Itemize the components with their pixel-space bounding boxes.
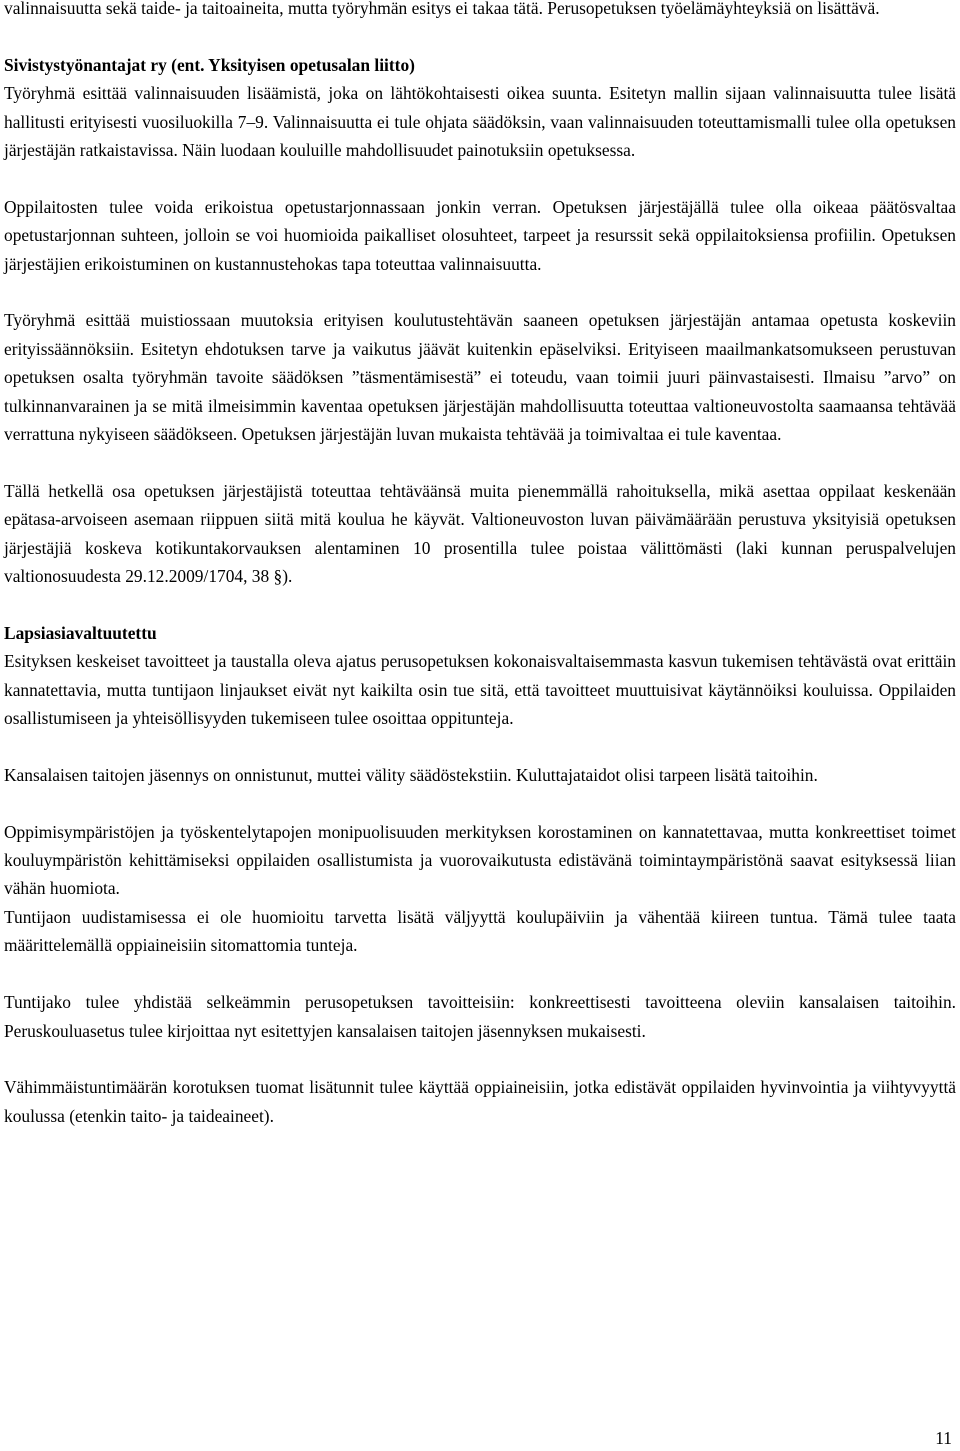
paragraph-gap xyxy=(4,1045,956,1073)
page-number: 11 xyxy=(935,1428,952,1448)
paragraph-gap xyxy=(4,448,956,476)
paragraph-6: Esityksen keskeiset tavoitteet ja taustalla oleva ajatus perusopetuksen kokonaisvaltaisemmasta kasvun tukemisen tehtävästä ovat erittäin kannatettavia, mutta tuntijaon linjaukset eivät nyt kaikilta osin tue sitä, että tavoitteet muuttuisivat käytännöiksi kouluissa. Oppilaiden osallistumiseen ja yhteisöllisyyden tukemiseen tulee osoittaa oppitunteja. xyxy=(4,651,956,729)
paragraph-gap xyxy=(4,960,956,988)
paragraph-gap xyxy=(4,789,956,817)
paragraph-8: Oppimisympäristöjen ja työskentelytapojen monipuolisuuden merkityksen korostaminen on kannatettavaa, mutta konkreettiset toimet kouluympäristön kehittämiseksi oppilaiden osallistumista ja vuorovaikutusta edistävänä toimintaympäristönä saavat esityksessä liian vähän huomiota. xyxy=(4,821,956,899)
paragraph-7: Kansalaisen taitojen jäsennys on onnistunut, muttei välity säädöstekstiin. Kuluttajataidot olisi tarpeen lisätä taitoihin. xyxy=(4,764,818,785)
paragraph-2: Työryhmä esittää valinnaisuuden lisäämistä, joka on lähtökohtaisesti oikea suunta. Esitetyn mallin sijaan valinnaisuutta tulee lisätä hallitusti erityisesti vuosiluokilla 7–9. Valinnaisuutta ei tule ohjata säädöksin, vaan valinnaisuuden toteuttamismalli tulee olla opetuksen järjestäjän ratkaistavissa. Näin luodaan kouluille mahdollisuudet painotuksiin opetuksessa. xyxy=(4,83,956,161)
paragraph-gap xyxy=(4,22,956,50)
document-page xyxy=(4,0,956,1130)
paragraph-9: Tuntijaon uudistamisessa ei ole huomioitu tarvetta lisätä väljyyttä koulupäiviin ja vähentää kiireen tuntua. Tämä tulee taata määrittelemällä oppiaineisiin sitomattomia tunteja. xyxy=(4,906,956,956)
paragraph-3: Oppilaitosten tulee voida erikoistua opetustarjonnassaan jonkin verran. Opetuksen järjestäjällä tulee olla oikeaa päätösvaltaa opetustarjonnan suhteen, jolloin se voi huomioida paikalliset olosuhteet, tarpeet ja resurssit sekä oppilaitoksiensa profiilin. Opetuksen järjestäjien erikoistuminen on kustannustehokas tapa toteuttaa valinnaisuutta. xyxy=(4,196,956,274)
paragraph-gap xyxy=(4,732,956,760)
paragraph-1: valinnaisuutta sekä taide- ja taitoaineita, mutta työryhmän esitys ei takaa tätä. Perusopetuksen työelämäyhteyksiä on lisättävä. xyxy=(4,0,880,18)
section-heading-sivistystyonantajat: Sivistystyönantajat ry (ent. Yksityisen opetusalan liitto) xyxy=(4,54,415,75)
paragraph-gap xyxy=(4,278,956,306)
section-heading-lapsiasiavaltuutettu: Lapsiasiavaltuutettu xyxy=(4,622,157,643)
paragraph-4: Työryhmä esittää muistiossaan muutoksia erityisen koulutustehtävän saaneen opetuksen järjestäjän antamaa opetusta koskeviin erityissäännöksiin. Esitetyn ehdotuksen tarve ja vaikutus jäävät kuitenkin epäselviksi. Erityiseen maailmankatsomukseen perustuvan opetuksen osalta työryhmän tavoite säädöksen ”täsmentämisestä” ei toteudu, vaan toimii juuri päinvastaisesti. Ilmaisu ”arvo” on tulkinnanvarainen ja se mitä ilmeisimmin kaventaa opetuksen järjestäjän mahdollisuutta toteuttaa valtioneuvostolta saamaansa tehtävää verrattuna nykyiseen säädökseen. Opetuksen järjestäjän luvan mukaista tehtävää ja toimivaltaa ei tule kaventaa. xyxy=(4,310,956,445)
paragraph-gap xyxy=(4,590,956,618)
paragraph-5: Tällä hetkellä osa opetuksen järjestäjistä toteuttaa tehtäväänsä muita pienemmällä rahoituksella, mikä asettaa oppilaat keskenään epätasa-arvoiseen asemaan riippuen siitä mitä koulua he käyvät. Valtioneuvoston luvan päivämäärään perustuva yksityisiä opetuksen järjestäjiä koskeva kotikuntakorvauksen alentaminen 10 prosentilla tulee poistaa välittömästi (laki kunnan peruspalvelujen valtionosuudesta 29.12.2009/1704, 38 §). xyxy=(4,480,956,587)
paragraph-gap xyxy=(4,164,956,192)
paragraph-11: Vähimmäistuntimäärän korotuksen tuomat lisätunnit tulee käyttää oppiaineisiin, jotka edistävät oppilaiden hyvinvointia ja viihtyvyyttä koulussa (etenkin taito- ja taideaineet). xyxy=(4,1077,956,1126)
paragraph-10: Tuntijako tulee yhdistää selkeämmin perusopetuksen tavoitteisiin: konkreettisesti tavoitteena oleviin kansalaisen taitoihin. Peruskouluasetus tulee kirjoittaa nyt esitettyjen kansalaisen taitojen jäsennyksen mukaisesti. xyxy=(4,992,956,1041)
